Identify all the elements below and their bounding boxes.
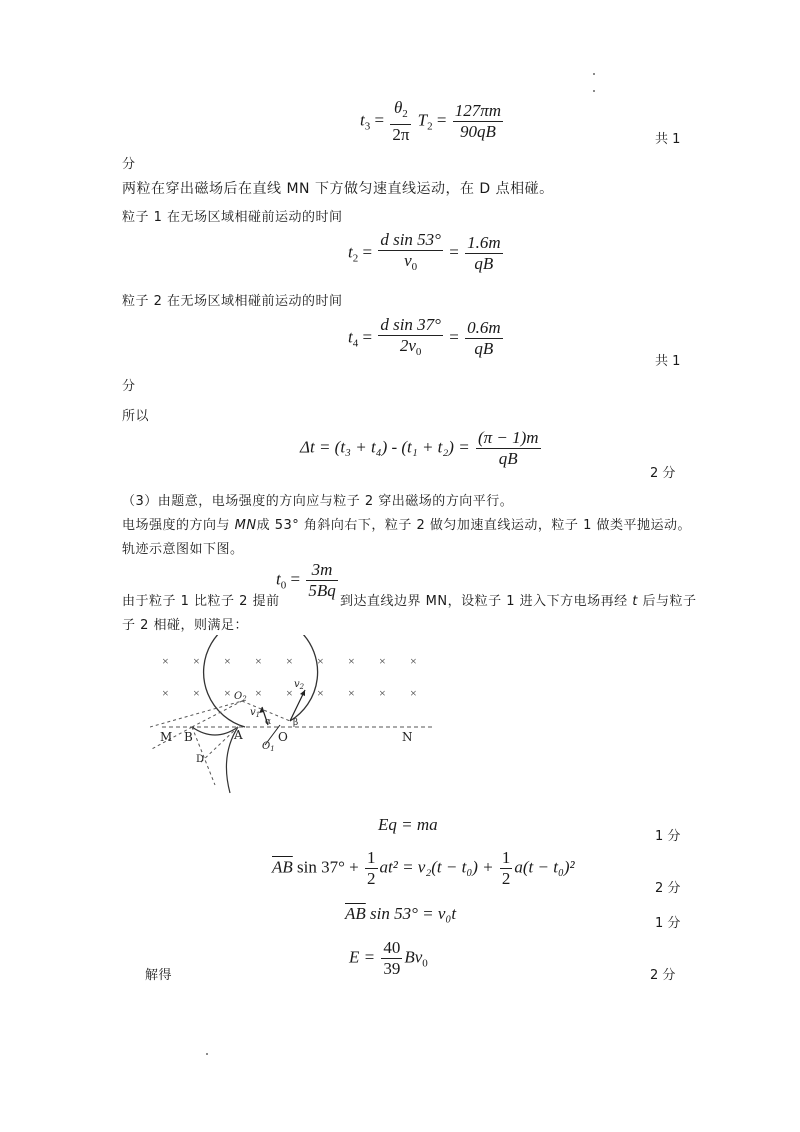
equation-t2: $t_2$ = $\frac{\text{d sin 53°}}{v_0}$ = $\frac{1.6m}{qB}$ [348,230,501,273]
field-cross-mark: × [162,686,169,700]
paragraph: 解得 [145,968,173,983]
label-v1: $v_1$ [250,707,261,719]
paragraph: 所以 [122,409,150,424]
score-mark: 1 分 [655,916,681,931]
equation-t3: $t_3$ = $\frac{\theta_2}{2\pi}$ $T_2$ = $\frac{127\pi m}{90qB}$ [360,98,502,144]
equation-t0: $t_0$ = $\frac{3m}{5Bq}$ [276,560,336,600]
field-cross-mark: × [379,686,386,700]
field-cross-mark: × [348,686,355,700]
field-cross-mark: × [193,686,200,700]
trajectory-diagram [150,635,440,800]
field-cross-mark: × [193,654,200,668]
label-A: A [234,728,243,742]
label-beta: β [293,718,299,728]
score-mark: 1 分 [655,829,681,844]
field-cross-mark: × [410,686,417,700]
label-M: M [160,730,173,744]
stray-dot [593,90,595,92]
field-cross-mark: × [255,686,262,700]
field-cross-mark: × [224,686,231,700]
field-cross-mark: × [379,654,386,668]
label-v2: $v_2$ [294,679,305,691]
equation-E: E = $\frac{40}{39}$ $Bv_0$ [349,938,428,978]
label-O1: $O_1$ [262,741,275,753]
paragraph: （3）由题意，电场强度的方向应与粒子 2 穿出磁场的方向平行。 [122,494,514,509]
paragraph: 子 2 相碰，则满足： [122,618,249,633]
label-alpha: α [265,717,272,727]
field-cross-mark: × [255,654,262,668]
score-mark: 分 [122,157,136,172]
paragraph: 两粒在穿出磁场后在直线 MN 下方做匀速直线运动，在 D 点相碰。 [122,181,554,197]
field-cross-mark: × [224,654,231,668]
paragraph: 电场强度的方向与 MN成 53° 角斜向右下，粒子 2 做匀加速直线运动，粒子 1 做类平抛运动。 [122,518,691,533]
score-mark: 共 1 [655,354,681,369]
field-cross-mark: × [286,686,293,700]
label-N: N [402,730,413,744]
paragraph: 粒子 2 在无场区域相碰前运动的时间 [122,294,343,309]
equation-newton: Eq = ma [378,815,438,834]
equation-t4: $t_4$ = $\frac{\text{d sin 37°}}{2v_0}$ = $\frac{0.6m}{qB}$ [348,315,501,358]
equation-ab: $\overline{AB}$ sin 53° = v₀t [345,904,457,923]
label-D: D [196,754,205,765]
score-mark: 2 分 [655,881,681,896]
stray-dot [593,73,595,75]
label-O2: $O_2$ [234,691,247,703]
paragraph: 由于粒子 1 比粒子 2 提前 [122,594,280,609]
label-B: B [184,730,193,744]
field-cross-mark: × [286,654,293,668]
score-mark: 2 分 [650,968,676,983]
label-O: O [278,730,288,744]
score-mark: 共 1 [655,132,681,147]
paragraph: 粒子 1 在无场区域相碰前运动的时间 [122,210,343,225]
field-cross-mark: × [317,686,324,700]
field-cross-mark: × [317,654,324,668]
equation-displacement: $\overline{AB}$ sin 37° + $\frac{1}{2}$ at² = v₂(t − t₀) + $\frac{1}{2}$ a(t − t₀)² [272,848,575,888]
equation-delta-t: Δt = (t₃ + t₄) - (t₁ + t₂) = $\frac{(\pi - 1)m}{qB}$ [300,428,539,468]
score-mark: 分 [122,379,136,394]
paragraph: 轨迹示意图如下图。 [122,542,244,557]
stray-dot [206,1053,208,1055]
paragraph: 到达直线边界 MN，设粒子 1 进入下方电场再经 t 后与粒子 [340,594,697,609]
field-cross-mark: × [162,654,169,668]
field-cross-mark: × [410,654,417,668]
field-cross-mark: × [348,654,355,668]
score-mark: 2 分 [650,466,676,481]
